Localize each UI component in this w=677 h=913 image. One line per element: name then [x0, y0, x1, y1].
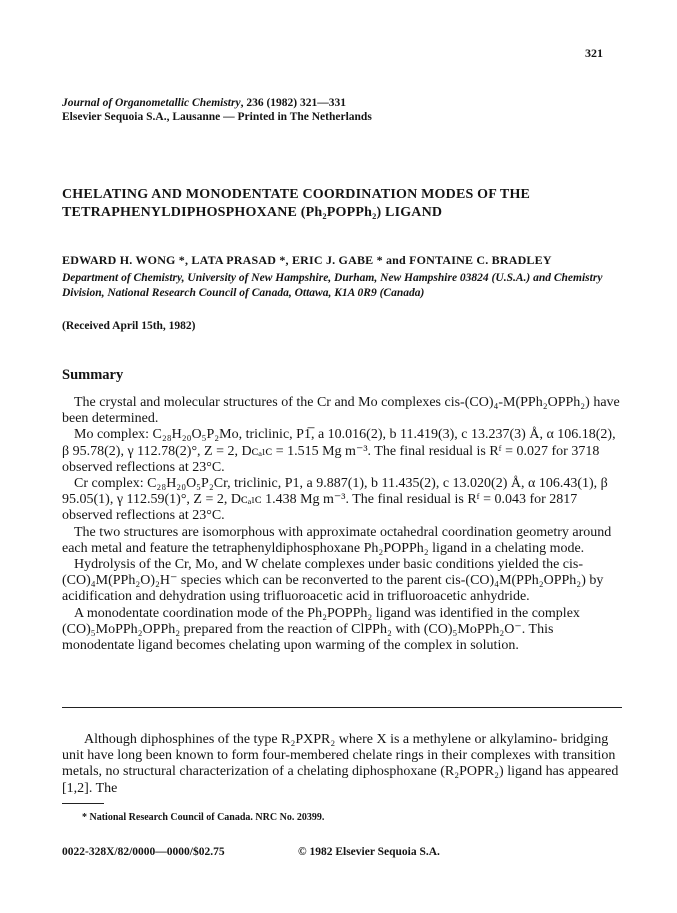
title-line-1: CHELATING AND MONODENTATE COORDINATION MODES OF THE: [62, 187, 531, 202]
summary-paragraph: The crystal and molecular structures of the Cr and Mo complexes cis-(CO)₄-M(PPh₂OPPh₂) have been determined.: [62, 395, 620, 427]
title-line-2: TETRAPHENYLDIPHOSPHOXANE (Ph₂POPPh₂) LIGAND: [62, 205, 443, 220]
affiliation: Department of Chemistry, University of New Hampshire, Durham, New Hampshire 03824 (U.S.A.) and Chemistry Division, National Research Council of Canada, Ottawa, K1A 0R9 (Canada): [62, 272, 603, 299]
authors: EDWARD H. WONG *, LATA PRASAD *, ERIC J. GABE * and FONTAINE C. BRADLEY: [62, 253, 552, 267]
summary-text: [62, 395, 622, 654]
received-date: (Received April 15th, 1982): [62, 320, 196, 332]
summary-paragraph: A monodentate coordination mode of the Ph₂POPPh₂ ligand was identified in the complex (CO)₅MoPPh₂OPPh₂ prepared from the reaction of ClPPh₂ with (CO)₅MoPPh₂O⁻. This monodentate ligand becomes chelating upon warming of the complex in solution.: [62, 605, 580, 654]
publisher-line: Elsevier Sequoia S.A., Lausanne — Printed in The Netherlands: [62, 111, 372, 123]
article-code: 0022-328X/82/0000—0000/$02.75: [62, 846, 225, 858]
summary-paragraph: Mo complex: C₂₈H₂₀O₅P₂Mo, triclinic, P1̅, a 10.016(2), b 11.419(3), c 13.237(3) Å, α 106.18(2), β 95.78(2), γ 112.78(2)°, Z = 2, Dᴄₐₗᴄ = 1.515 Mg m⁻³. The final residual is Rᶠ = 0.027 for 3718 observed reflections at 23°C.: [62, 427, 616, 475]
summary-paragraph: Hydrolysis of the Cr, Mo, and W chelate complexes under basic conditions yielded the cis-(CO)₄M(PPh₂O)₂H⁻ species which can be reconverted to the parent cis-(CO)₄M(PPh₂OPPh₂) by acidification and dehydration using trifluoroacetic acid in trifluoroacetic anhydride.: [62, 557, 604, 605]
page-number: 321: [585, 46, 603, 60]
article-title: [62, 186, 530, 222]
journal-citation: [62, 96, 372, 124]
body-text: [62, 732, 624, 797]
journal-name: Journal of Organometallic Chemistry: [62, 97, 241, 109]
journal-volume: , 236 (1982) 321—331: [240, 97, 347, 109]
footnote-divider: [62, 803, 104, 804]
page-footer: [62, 846, 622, 858]
summary-heading: Summary: [62, 367, 124, 383]
intro-paragraph: Although diphosphines of the type R₂PXPR₂ where X is a methylene or alkylamino- bridging unit have long been known to form four-membered chelate rings in their complexes with transition metals, no structural characterization of a chelating diphosphoxane (R₂POPR₂) ligand has appeared [1,2]. The: [62, 732, 619, 796]
copyright: © 1982 Elsevier Sequoia S.A.: [298, 846, 440, 858]
summary-paragraph: The two structures are isomorphous with approximate octahedral coordination geometry around each metal and feature the tetraphenyldiphosphoxane Ph₂POPPh₂ ligand in a chelating mode.: [62, 524, 612, 556]
summary-paragraph: Cr complex: C₂₈H₂₀O₅P₂Cr, triclinic, P1, a 9.887(1), b 11.435(2), c 13.020(2) Å, α 106.43(1), β 95.05(1), γ 112.59(1)°, Z = 2, Dᴄₐₗᴄ 1.438 Mg m⁻³. The final residual is Rᶠ = 0.043 for 2817 observed reflections at 23°C.: [62, 476, 608, 524]
footnote: * National Research Council of Canada. NRC No. 20399.: [82, 812, 325, 823]
section-divider: [62, 707, 622, 708]
